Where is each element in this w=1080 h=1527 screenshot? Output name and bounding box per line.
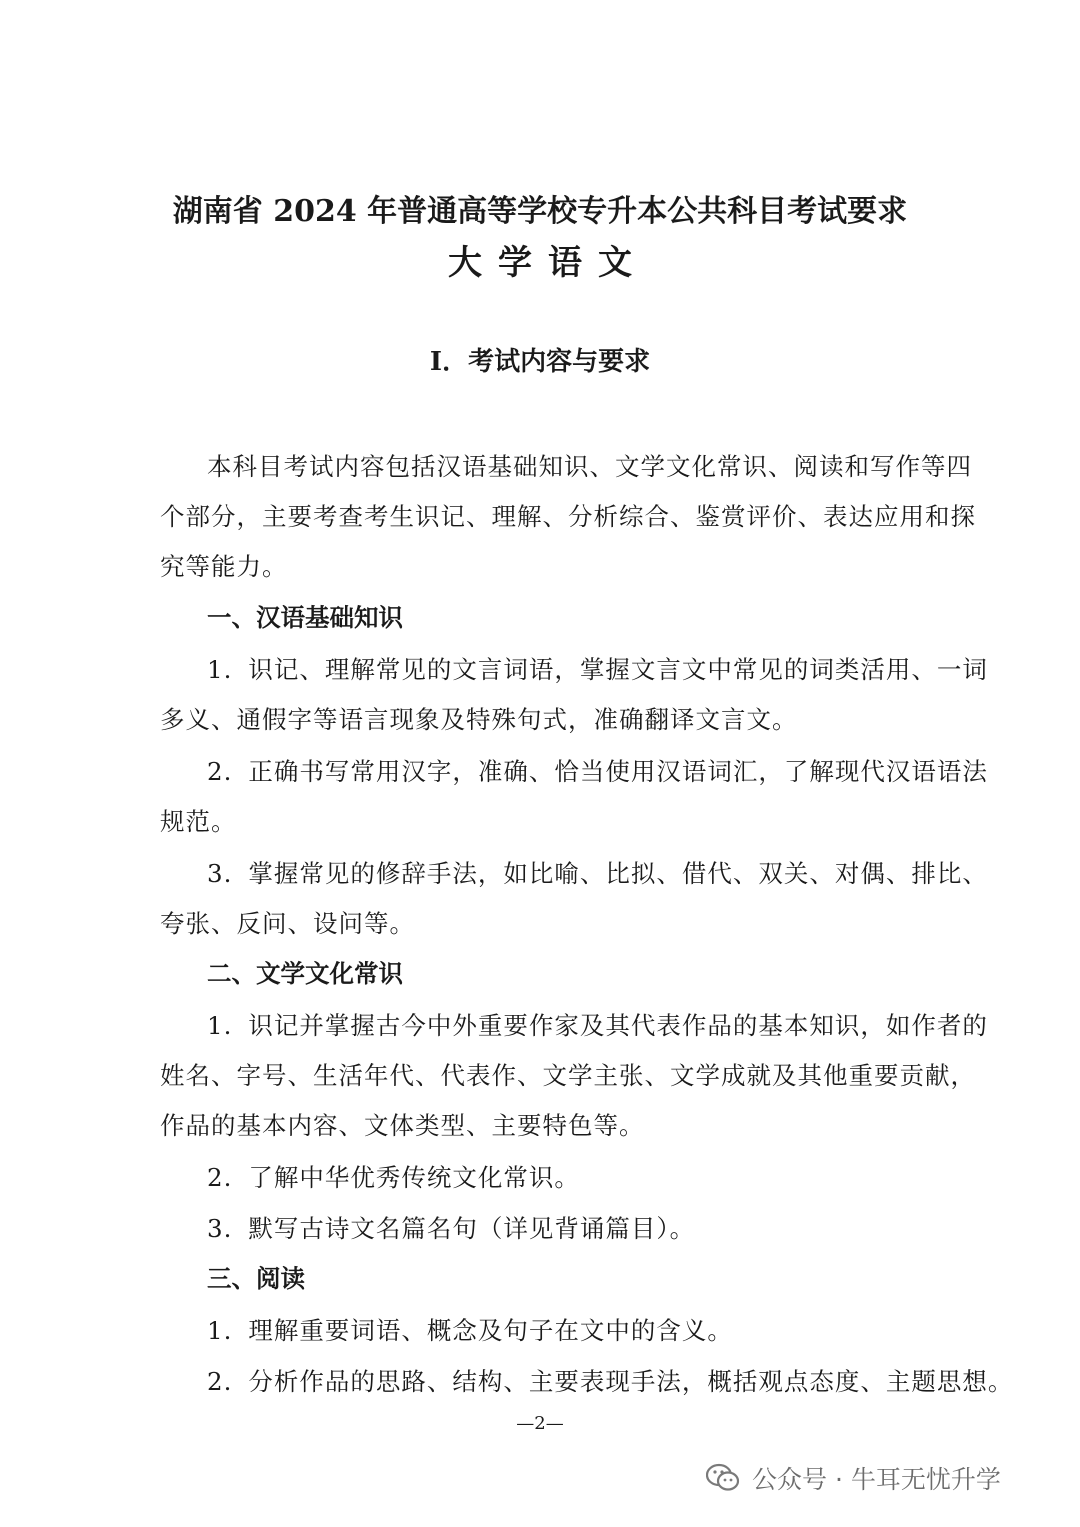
item-text: 默写古诗文名篇名句（详见背诵篇目）。 xyxy=(248,1214,696,1243)
part-title: Ⅰ．考试内容与要求 xyxy=(429,347,651,377)
document-title: 湖南省 2024 年普通高等学校专升本公共科目考试要求 xyxy=(172,194,908,229)
item-text: 理解重要词语、概念及句子在文中的含义。 xyxy=(248,1316,733,1345)
item-text: 夸张、反问、设问等。 xyxy=(160,909,415,938)
list-item xyxy=(207,650,988,690)
item-text: 识记、理解常见的文言词语，掌握文言文中常见的词类活用、一词 xyxy=(248,655,988,684)
page-number: —2— xyxy=(516,1413,564,1434)
document-subject: 大学语文 xyxy=(448,243,648,283)
list-item xyxy=(207,1158,947,1198)
list-item xyxy=(207,1362,1014,1402)
section-heading: 一、汉语基础知识 xyxy=(207,603,403,632)
list-item xyxy=(207,752,988,792)
item-text: 掌握常见的修辞手法，如比喻、比拟、借代、双关、对偶、排比、 xyxy=(248,859,988,888)
section-heading: 二、文学文化常识 xyxy=(207,959,403,988)
item-number: 1. xyxy=(207,1011,233,1040)
list-item xyxy=(207,1311,947,1351)
wechat-icon xyxy=(706,1463,740,1493)
item-number: 2. xyxy=(207,1367,233,1396)
item-number: 1. xyxy=(207,655,233,684)
intro-line: 究等能力。 xyxy=(160,552,288,581)
list-item xyxy=(207,1006,988,1046)
watermark xyxy=(706,1458,1001,1498)
item-text: 规范。 xyxy=(160,807,237,836)
item-text: 作品的基本内容、文体类型、主要特色等。 xyxy=(160,1111,645,1140)
item-text: 多义、通假字等语言现象及特殊句式，准确翻译文言文。 xyxy=(160,705,798,734)
item-number: 3. xyxy=(207,1214,233,1243)
item-number: 3. xyxy=(207,859,233,888)
watermark-text: 公众号 · 牛耳无忧升学 xyxy=(752,1465,1001,1494)
item-number: 1. xyxy=(207,1316,233,1345)
section-heading: 三、阅读 xyxy=(207,1264,305,1293)
item-text: 正确书写常用汉字，准确、恰当使用汉语词汇，了解现代汉语语法 xyxy=(248,757,988,786)
list-item xyxy=(207,854,988,894)
list-item xyxy=(207,1209,947,1249)
intro-line: 本科目考试内容包括汉语基础知识、文学文化常识、阅读和写作等四 xyxy=(207,452,972,481)
intro-line: 个部分，主要考查考生识记、理解、分析综合、鉴赏评价、表达应用和探 xyxy=(160,502,976,531)
item-text: 姓名、字号、生活年代、代表作、文学主张、文学成就及其他重要贡献， xyxy=(160,1061,976,1090)
item-number: 2. xyxy=(207,1163,233,1192)
item-text: 分析作品的思路、结构、主要表现手法，概括观点态度、主题思想。 xyxy=(248,1367,1014,1396)
item-text: 了解中华优秀传统文化常识。 xyxy=(248,1163,580,1192)
item-number: 2. xyxy=(207,757,233,786)
item-text: 识记并掌握古今中外重要作家及其代表作品的基本知识，如作者的 xyxy=(248,1011,988,1040)
